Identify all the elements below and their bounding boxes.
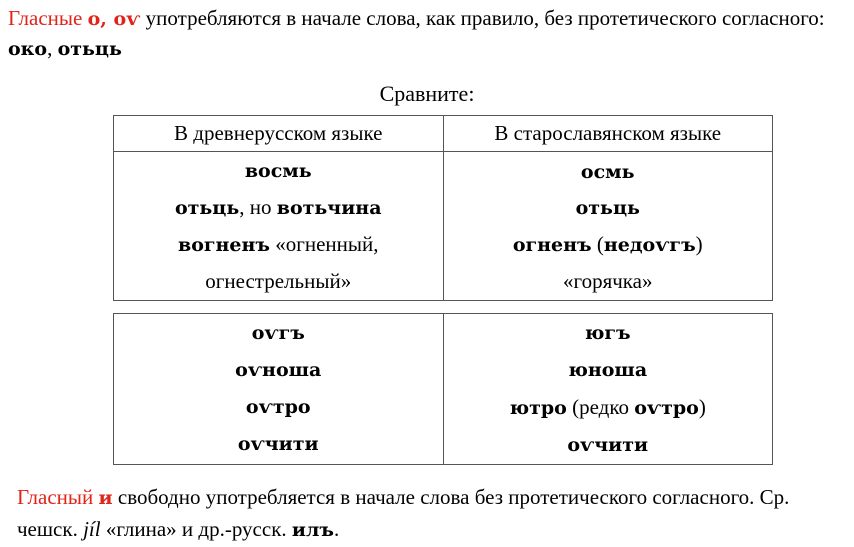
word-gloss: «горячка» [562,268,653,293]
word: вогненъ [178,234,270,256]
comparison-table-2 [113,313,773,465]
word-line: оѵчити [567,433,649,456]
word-note: (редко [566,394,635,419]
outro-text: «глина» и др.-русск. [100,517,292,541]
word-line: югъ [584,321,631,344]
outro-red-word: Гласный [17,485,94,509]
intro-paragraph [8,4,848,64]
table-row [114,152,773,301]
cell-old-slavonic [443,152,773,301]
header-old-russian: В древнерусском языке [114,116,444,152]
intro-example-1: око [8,38,48,60]
word-line [444,226,773,263]
word-line [114,189,443,226]
compare-label: Сравните: [379,81,475,106]
outro-text: свободно употребляется в начале слова без протетического согласного. Ср. чешск. [17,485,790,541]
outro-end: . [333,517,340,541]
word-line: оѵтро [245,396,311,418]
word-line: осмь [580,160,635,183]
word: недоѵгъ [603,233,696,256]
word: огненъ [512,233,592,256]
word-note: ) [695,231,703,256]
word-note: ) [698,394,706,419]
word-gloss: «огненный, [270,232,379,256]
word-line [444,389,773,427]
word-note: ( [591,231,604,256]
word-line: юноша [568,358,648,381]
word: вотьчина [276,197,382,219]
word-note: , но [239,195,277,219]
outro-paragraph [17,482,847,546]
cell-old-russian [114,152,444,301]
table-header-row [114,116,773,152]
comparison-table-1 [113,115,773,301]
intro-example-2: отьць [57,38,122,60]
intro-text: употребляются в начале слова, как правило, без протетического согласного: [140,6,825,30]
word-line: оѵчити [237,433,319,455]
word-line [114,226,443,263]
intro-red-word: Гласные [8,6,83,30]
word-line: оѵноша [235,359,322,381]
intro-red-letters: о, оѵ [87,8,141,30]
cell-old-slavonic [443,314,773,465]
intro-separator: , [47,36,58,60]
word-gloss: огнестрельный» [205,269,352,293]
header-old-slavonic: В старославянском языке [443,116,773,152]
outro-example: илъ [291,519,334,541]
word-line: отьць [575,196,640,219]
word: ютро [509,396,567,419]
table-row [114,314,773,465]
word-line: восмь [244,160,312,182]
outro-red-letter: и [98,487,113,509]
cell-old-russian [114,314,444,465]
word: отьць [174,197,240,219]
word-line: оѵгъ [251,322,305,344]
word: оѵтро [634,396,699,419]
outro-italic-word: jíl [83,517,101,541]
